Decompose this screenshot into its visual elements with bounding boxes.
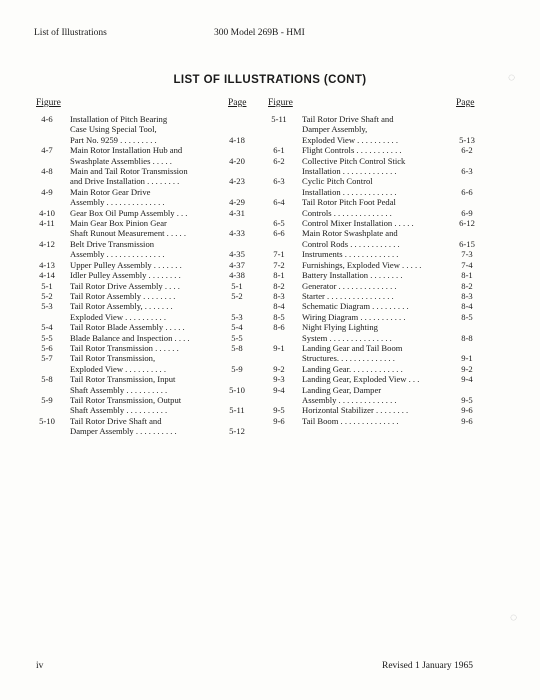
figure-title: Tail Boom . . . . . . . . . . . . . . <box>302 415 399 426</box>
list-item <box>256 301 482 311</box>
figure-number: 5-10 <box>39 415 55 426</box>
page-number <box>452 114 482 124</box>
list-item <box>24 176 254 186</box>
page-number: 6-2 <box>461 145 473 156</box>
figure-title: Tail Rotor Assembly, . . . . . . . <box>70 301 173 312</box>
figure-number: 5-7 <box>41 353 53 364</box>
figure-title: Wiring Diagram . . . . . . . . . . . <box>302 311 406 322</box>
page-number: 4-31 <box>229 207 245 218</box>
figure-title: Battery Installation . . . . . . . . <box>302 270 403 281</box>
figure-number: 6-3 <box>273 176 285 187</box>
figure-title: Main Rotor Swashplate and <box>302 228 398 239</box>
list-item <box>24 249 254 259</box>
binding-hole-mark: ◌ <box>510 610 518 624</box>
page-number: iv <box>36 661 44 671</box>
figure-number: 4-7 <box>41 145 53 156</box>
list-item <box>24 218 254 228</box>
list-item <box>256 364 482 374</box>
page-number: 9-4 <box>461 374 473 385</box>
list-item <box>24 343 254 353</box>
list-item <box>24 322 254 332</box>
list-item <box>24 395 254 405</box>
figure-title: Flight Controls . . . . . . . . . . . <box>302 145 402 156</box>
list-item <box>24 301 254 311</box>
figure-number: 6-1 <box>273 145 285 156</box>
figure-number: 6-5 <box>273 218 285 229</box>
list-item <box>24 124 254 134</box>
figure-title: Generator . . . . . . . . . . . . . . <box>302 280 397 291</box>
figure-number: 6-2 <box>273 155 285 166</box>
figure-title: Case Using Special Tool, <box>70 124 157 135</box>
left-page-header: Page <box>228 98 247 108</box>
list-item <box>24 145 254 155</box>
list-item <box>24 239 254 249</box>
list-item <box>24 405 254 415</box>
figure-title: Part No. 9259 . . . . . . . . . <box>70 134 157 145</box>
page-number: 5-11 <box>229 405 245 416</box>
page-number: 6-15 <box>459 238 475 249</box>
page-number: 4-20 <box>229 155 245 166</box>
list-item <box>256 281 482 291</box>
figure-title: Assembly . . . . . . . . . . . . . . <box>70 197 165 208</box>
revision-date: Revised 1 January 1965 <box>382 661 474 671</box>
list-item <box>24 260 254 270</box>
list-item <box>256 228 482 238</box>
figure-title: Main Rotor Gear Drive <box>70 186 151 197</box>
list-item <box>24 166 254 176</box>
list-item <box>24 291 254 301</box>
figure-title: Tail Rotor Pitch Foot Pedal <box>302 197 396 208</box>
figure-number: 5-6 <box>41 342 53 353</box>
figure-number: 8-1 <box>273 270 285 281</box>
list-item <box>256 166 482 176</box>
page-number: 9-6 <box>461 415 473 426</box>
figure-number <box>24 124 70 134</box>
page-number: 6-9 <box>461 207 473 218</box>
page-number: 7-3 <box>461 249 473 260</box>
figure-number: 7-1 <box>273 249 285 260</box>
page-number: 5-2 <box>231 290 243 301</box>
right-illustration-list <box>256 114 482 426</box>
page-number: 7-4 <box>461 259 473 270</box>
left-illustration-list <box>24 114 254 437</box>
figure-number: 9-3 <box>273 374 285 385</box>
figure-number <box>24 176 70 186</box>
list-item <box>24 374 254 384</box>
figure-title: Tail Rotor Transmission, Output <box>70 394 182 405</box>
figure-title: Tail Rotor Blade Assembly . . . . . <box>70 322 185 333</box>
figure-title: Swashplate Assemblies . . . . . <box>70 155 172 166</box>
figure-number: 5-5 <box>41 332 53 343</box>
figure-title: Collective Pitch Control Stick <box>302 155 406 166</box>
figure-title: Blade Balance and Inspection . . . . <box>70 332 190 343</box>
page-number <box>452 343 482 353</box>
figure-title: Tail Rotor Drive Shaft and <box>302 114 394 124</box>
page-number: 5-5 <box>231 332 243 343</box>
figure-number <box>24 249 70 259</box>
binding-hole-mark: ◌ <box>508 70 516 84</box>
figure-number <box>256 135 302 145</box>
page-number: 8-5 <box>461 311 473 322</box>
figure-title: Upper Pulley Assembly . . . . . . . <box>70 259 182 270</box>
running-header-left: List of Illustrations <box>34 28 107 38</box>
right-figure-header: Figure <box>268 98 293 108</box>
list-item <box>24 270 254 280</box>
figure-number <box>24 197 70 207</box>
page-number: 6-12 <box>459 218 475 229</box>
figure-title: Installation . . . . . . . . . . . . . <box>302 166 397 177</box>
list-item <box>256 291 482 301</box>
list-item <box>256 270 482 280</box>
list-item <box>256 187 482 197</box>
list-item <box>256 197 482 207</box>
left-figure-header: Figure <box>36 98 61 108</box>
list-item <box>24 208 254 218</box>
figure-title: Installation of Pitch Bearing <box>70 114 168 124</box>
list-item <box>256 343 482 353</box>
figure-title: Belt Drive Transmission <box>70 238 155 249</box>
page-number <box>452 228 482 238</box>
page-number: 5-10 <box>229 384 245 395</box>
list-item <box>24 385 254 395</box>
figure-title: Shaft Assembly . . . . . . . . . . <box>70 405 168 416</box>
figure-number: 8-2 <box>273 280 285 291</box>
figure-title: Schematic Diagram . . . . . . . . . <box>302 301 409 312</box>
figure-number <box>256 239 302 249</box>
figure-number <box>256 208 302 218</box>
figure-title: Cyclic Pitch Control <box>302 176 373 187</box>
page-number: 4-23 <box>229 176 245 187</box>
figure-title: Landing Gear, Damper <box>302 384 382 395</box>
page-number <box>452 385 482 395</box>
page-number: 8-2 <box>461 280 473 291</box>
page-number <box>220 187 254 197</box>
figure-title: Main and Tail Rotor Transmission <box>70 166 188 177</box>
list-item <box>256 312 482 322</box>
list-item <box>24 197 254 207</box>
page-number <box>220 145 254 155</box>
figure-title: Idler Pulley Assembly . . . . . . . . <box>70 270 181 281</box>
list-item <box>256 176 482 186</box>
list-item <box>256 260 482 270</box>
page-number <box>220 395 254 405</box>
figure-number: 9-5 <box>273 405 285 416</box>
page-title: LIST OF ILLUSTRATIONS (CONT) <box>173 74 367 86</box>
page-number <box>220 301 254 311</box>
figure-title: Tail Rotor Assembly . . . . . . . . <box>70 290 176 301</box>
figure-title: Control Rods . . . . . . . . . . . . <box>302 238 400 249</box>
page-number: 6-3 <box>461 166 473 177</box>
page-number: 9-2 <box>461 363 473 374</box>
list-item <box>24 426 254 436</box>
list-item <box>256 124 482 134</box>
figure-number <box>256 333 302 343</box>
list-item <box>256 135 482 145</box>
figure-number: 5-1 <box>41 280 53 291</box>
page-number <box>452 156 482 166</box>
figure-title: Assembly . . . . . . . . . . . . . . <box>70 249 165 260</box>
page-number <box>220 114 254 124</box>
list-item <box>256 353 482 363</box>
page-number: 4-38 <box>229 270 245 281</box>
page-number: 9-1 <box>461 353 473 364</box>
figure-title: Landing Gear, Exploded View . . . <box>302 374 420 385</box>
figure-title: Horizontal Stabilizer . . . . . . . . <box>302 405 409 416</box>
list-item <box>256 218 482 228</box>
figure-title: Tail Rotor Transmission, Input <box>70 374 176 385</box>
list-item <box>24 364 254 374</box>
figure-title: Main Rotor Installation Hub and <box>70 145 183 156</box>
figure-number: 5-2 <box>41 290 53 301</box>
page-number: 9-6 <box>461 405 473 416</box>
page-number <box>220 124 254 134</box>
figure-number: 5-3 <box>41 301 53 312</box>
page-number: 5-3 <box>231 311 243 322</box>
page-number: 8-4 <box>461 301 473 312</box>
page-number <box>452 197 482 207</box>
figure-title: Structures. . . . . . . . . . . . . . <box>302 353 395 364</box>
right-page-header: Page <box>456 98 475 108</box>
page-number: 4-35 <box>229 249 245 260</box>
figure-number: 6-6 <box>273 228 285 239</box>
page-number <box>220 353 254 363</box>
page-number: 8-1 <box>461 270 473 281</box>
figure-number <box>256 395 302 405</box>
list-item <box>24 333 254 343</box>
figure-number <box>24 228 70 238</box>
list-item <box>256 416 482 426</box>
list-item <box>256 322 482 332</box>
page-number: 9-5 <box>461 394 473 405</box>
figure-title: Exploded View . . . . . . . . . . <box>302 134 398 145</box>
page-number: 4-29 <box>229 197 245 208</box>
figure-number: 6-4 <box>273 197 285 208</box>
figure-title: Damper Assembly, <box>302 124 368 135</box>
figure-title: Instruments . . . . . . . . . . . . . <box>302 249 399 260</box>
figure-title: Tail Rotor Transmission . . . . . . <box>70 342 179 353</box>
page-number: 5-1 <box>231 280 243 291</box>
figure-title: System . . . . . . . . . . . . . . . <box>302 332 392 343</box>
figure-title: Tail Rotor Drive Shaft and <box>70 415 162 426</box>
page-number <box>220 416 254 426</box>
figure-number: 5-4 <box>41 322 53 333</box>
running-header-center: 300 Model 269B - HMI <box>214 28 305 38</box>
page-number: 8-8 <box>461 332 473 343</box>
figure-number: 9-4 <box>273 384 285 395</box>
figure-number <box>24 156 70 166</box>
figure-number: 8-4 <box>273 301 285 312</box>
list-item <box>24 187 254 197</box>
figure-title: Tail Rotor Transmission, <box>70 353 156 364</box>
figure-title: Assembly . . . . . . . . . . . . . . <box>302 394 397 405</box>
list-item <box>256 239 482 249</box>
figure-title: Main Gear Box Pinion Gear <box>70 218 167 229</box>
figure-number: 4-11 <box>39 218 55 229</box>
figure-number: 9-2 <box>273 363 285 374</box>
list-item <box>24 135 254 145</box>
page-number: 4-18 <box>229 134 245 145</box>
figure-number <box>24 385 70 395</box>
page-number: 5-12 <box>229 426 245 437</box>
list-item <box>256 114 482 124</box>
list-item <box>256 333 482 343</box>
page-number: 6-6 <box>461 186 473 197</box>
figure-number <box>256 187 302 197</box>
page-number <box>220 374 254 384</box>
page-number: 8-3 <box>461 290 473 301</box>
page-number: 4-33 <box>229 228 245 239</box>
list-item <box>256 145 482 155</box>
page-number: 5-4 <box>231 322 243 333</box>
page-number: 5-13 <box>459 134 475 145</box>
list-item <box>256 156 482 166</box>
page-number: 5-9 <box>231 363 243 374</box>
figure-number: 4-10 <box>39 207 55 218</box>
figure-title: Control Mixer Installation . . . . . <box>302 218 414 229</box>
list-item <box>256 249 482 259</box>
figure-number: 9-1 <box>273 342 285 353</box>
list-item <box>24 114 254 124</box>
figure-number <box>24 426 70 436</box>
figure-title: Tail Rotor Drive Assembly . . . . <box>70 280 180 291</box>
page-number <box>452 124 482 134</box>
list-item <box>256 405 482 415</box>
figure-number: 5-9 <box>41 394 53 405</box>
figure-number: 5-11 <box>271 114 287 124</box>
figure-number: 8-6 <box>273 322 285 333</box>
figure-title: Shaft Runout Measurement . . . . . <box>70 228 186 239</box>
list-item <box>24 416 254 426</box>
page-number <box>452 322 482 332</box>
figure-number: 4-8 <box>41 166 53 177</box>
figure-number: 8-5 <box>273 311 285 322</box>
figure-number <box>256 353 302 363</box>
list-item <box>256 395 482 405</box>
list-item <box>24 156 254 166</box>
figure-number: 4-12 <box>39 238 55 249</box>
figure-number: 4-14 <box>39 270 55 281</box>
figure-number: 7-2 <box>273 259 285 270</box>
figure-number: 8-3 <box>273 290 285 301</box>
figure-number: 4-6 <box>41 114 53 124</box>
figure-title: Exploded View . . . . . . . . . . <box>70 311 166 322</box>
figure-title: Starter . . . . . . . . . . . . . . . . <box>302 290 394 301</box>
figure-number: 4-13 <box>39 259 55 270</box>
figure-number <box>256 166 302 176</box>
figure-number <box>24 364 70 374</box>
list-item <box>24 228 254 238</box>
figure-title: and Drive Installation . . . . . . . . <box>70 176 180 187</box>
figure-title: Exploded View . . . . . . . . . . <box>70 363 166 374</box>
list-item <box>24 281 254 291</box>
figure-title: Landing Gear and Tail Boom <box>302 342 403 353</box>
page-number: 5-8 <box>231 342 243 353</box>
page-number: 4-37 <box>229 259 245 270</box>
list-item <box>256 385 482 395</box>
figure-title: Night Flying Lighting <box>302 322 378 333</box>
figure-title: Shaft Assembly . . . . . . . . . . <box>70 384 168 395</box>
list-item <box>256 208 482 218</box>
figure-number <box>24 405 70 415</box>
list-item <box>256 374 482 384</box>
figure-title: Furnishings, Exploded View . . . . . <box>302 259 422 270</box>
list-item <box>24 353 254 363</box>
page-number <box>220 239 254 249</box>
figure-number <box>24 312 70 322</box>
figure-number <box>24 135 70 145</box>
page-number <box>220 218 254 228</box>
page-number <box>452 176 482 186</box>
page-number <box>220 166 254 176</box>
figure-title: Controls . . . . . . . . . . . . . . <box>302 207 392 218</box>
list-item <box>24 312 254 322</box>
figure-number: 5-8 <box>41 374 53 385</box>
figure-number <box>256 124 302 134</box>
figure-title: Damper Assembly . . . . . . . . . . <box>70 426 177 437</box>
figure-title: Landing Gear. . . . . . . . . . . . . <box>302 363 403 374</box>
figure-number: 9-6 <box>273 415 285 426</box>
figure-title: Installation . . . . . . . . . . . . . <box>302 186 397 197</box>
figure-number: 4-9 <box>41 186 53 197</box>
figure-title: Gear Box Oil Pump Assembly . . . <box>70 207 188 218</box>
